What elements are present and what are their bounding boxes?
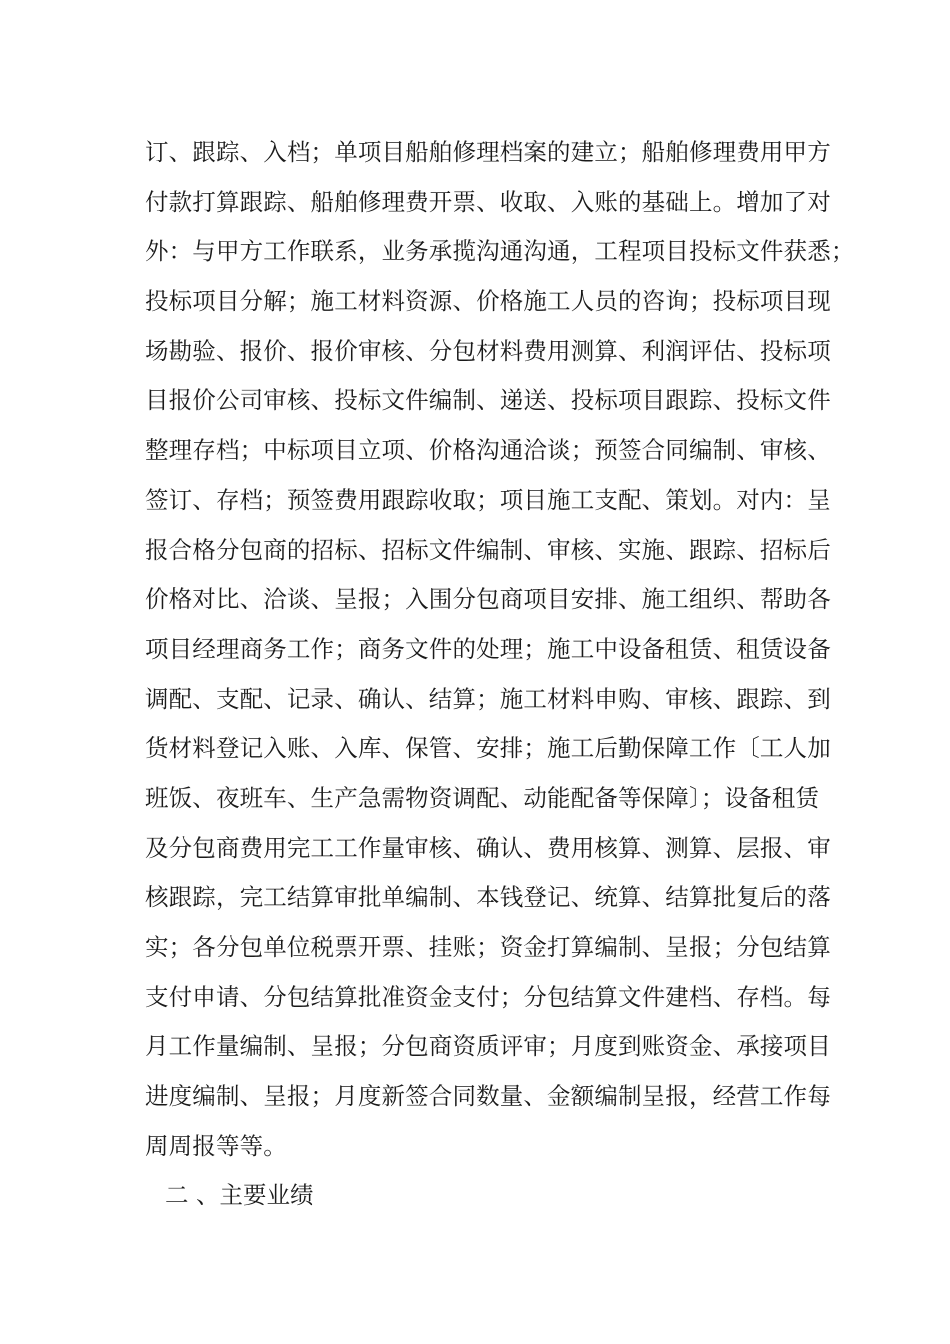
paragraph-line: 核跟踪，完工结算审批单编制、本钱登记、统算、结算批复后的落 [145,883,831,912]
paragraph-line: 班饭、夜班车、生产急需物资调配、动能配备等保障〕；设备租赁 [145,783,820,812]
paragraph-line: 签订、存档；预签费用跟踪收取；项目施工支配、策划。对内：呈 [145,485,831,514]
paragraph-line: 目报价公司审核、投标文件编制、递送、投标项目跟踪、投标文件 [145,386,831,415]
paragraph-line: 进度编制、呈报；月度新签合同数量、金额编制呈报，经营工作每 [145,1082,831,1111]
paragraph-line: 货材料登记入账、入库、保管、安排；施工后勤保障工作〔工人加 [145,734,831,763]
paragraph-line: 实；各分包单位税票开票、挂账；资金打算编制、呈报；分包结算 [145,933,831,961]
paragraph-line: 项目经理商务工作；商务文件的处理；施工中设备租赁、租赁设备 [145,634,831,663]
paragraph-line: 场勘验、报价、报价审核、分包材料费用测算、利润评估、投标项 [145,336,831,365]
paragraph-line: 月工作量编制、呈报；分包商资质评审；月度到账资金、承接项目 [145,1032,831,1061]
paragraph-line: 调配、支配、记录、确认、结算；施工材料申购、审核、跟踪、到 [145,684,831,713]
paragraph-line: 付款打算跟踪、船舶修理费开票、收取、入账的基础上。增加了对 [145,187,831,216]
paragraph-line: 订、跟踪、入档；单项目船舶修理档案的建立；船舶修理费用甲方 [145,138,831,166]
body-paragraph [145,128,855,1171]
paragraph-line: 及分包商费用完工工作量审核、确认、费用核算、测算、层报、审 [145,833,831,862]
paragraph-line: 支付申请、分包结算批准资金支付；分包结算文件建档、存档。每 [145,982,831,1011]
paragraph-line: 投标项目分解；施工材料资源、价格施工人员的咨询；投标项目现 [145,287,831,316]
paragraph-line: 周周报等等。 [145,1131,287,1160]
paragraph-line: 整理存档；中标项目立项、价格沟通洽谈；预签合同编制、审核、 [145,436,831,465]
paragraph-line: 价格对比、洽谈、呈报；入围分包商项目安排、施工组织、帮助各 [145,585,831,614]
paragraph-line: 外：与甲方工作联系，业务承揽沟通沟通，工程项目投标文件获悉； [145,237,855,266]
paragraph-line: 报合格分包商的招标、招标文件编制、审核、实施、跟踪、招标后 [145,535,831,564]
section-heading: 二 、主要业绩 [165,1181,314,1209]
